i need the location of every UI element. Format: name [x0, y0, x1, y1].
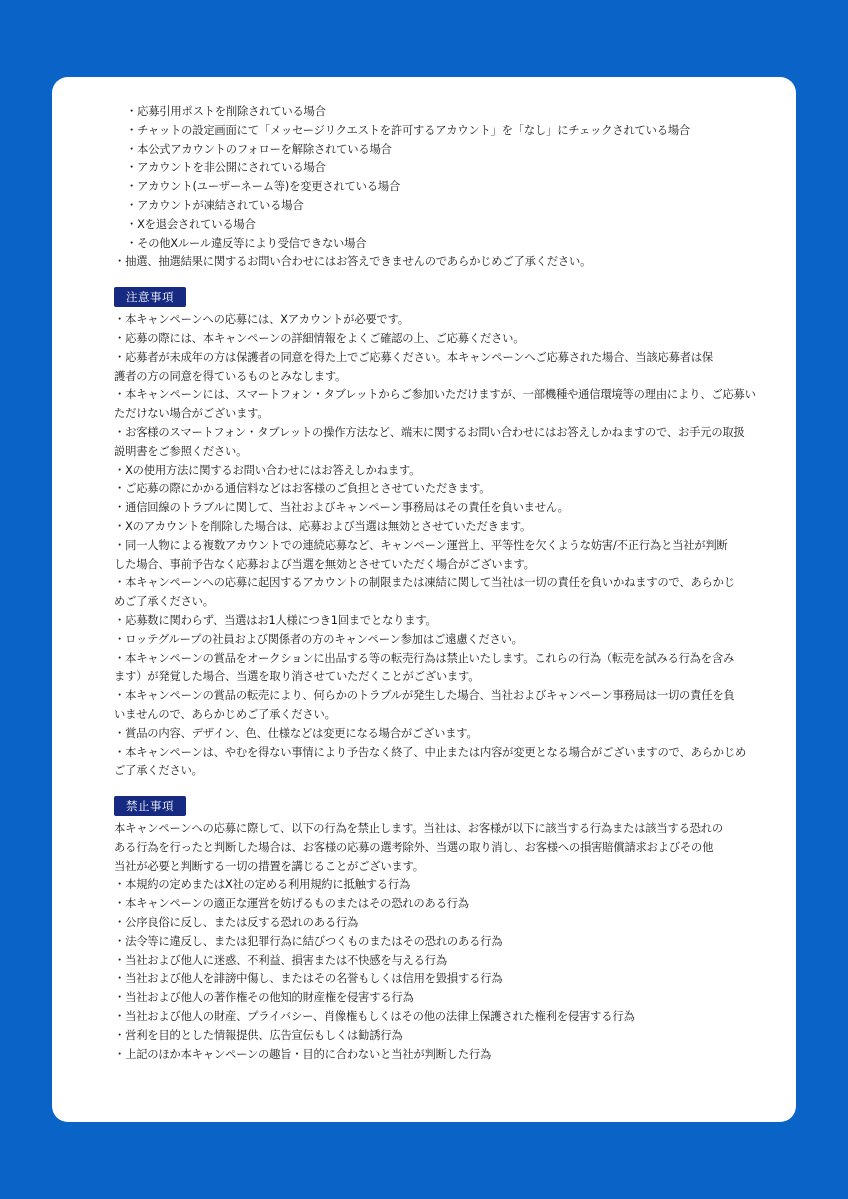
notes-line: ・応募数に関わらず、当選はお1人様につき1回までとなります。 — [114, 613, 437, 627]
prohibited-line: ・法令等に違反し、または犯罪行為に結びつくものまたはその恐れのある行為 — [114, 934, 503, 948]
content-card — [52, 77, 796, 1122]
notes-line: ・お客様のスマートフォン・タブレットの操作方法など、端末に関するお問い合わせにはお答えしかねますので、お手元の取扱 — [114, 425, 745, 439]
lottery-note: ・抽選、抽選結果に関するお問い合わせにはお答えできませんのであらかじめご了承ください。 — [114, 255, 592, 269]
sub-item: ・アカウント(ユーザーネーム等)を変更されている場合 — [126, 180, 401, 194]
sub-item: ・チャットの設定画面にて「メッセージリクエストを許可するアカウント」を「なし」にチェックされている場合 — [126, 123, 691, 137]
notes-line: ・Xのアカウントを削除した場合は、応募および当選は無効とさせていただきます。 — [114, 519, 532, 533]
notes-line: ・本キャンペーンの賞品をオークションに出品する等の転売行為は禁止いたします。これらの行為（転売を試みる行為を含み — [114, 651, 735, 665]
prohibited-line: ・本キャンペーンの適正な運営を妨げるものまたはその恐れのある行為 — [114, 897, 469, 911]
notes-line: 護者の方の同意を得ているものとみなします。 — [114, 369, 347, 383]
prohibited-line: ・当社および他人の著作権その他知的財産権を侵害する行為 — [114, 991, 414, 1005]
notes-line: ます）が発覚した場合、当選を取り消させていただくことがございます。 — [114, 670, 480, 684]
notes-line: ・本キャンペーンには、スマートフォン・タブレットからご参加いただけますが、一部機種や通信環境等の理由により、ご応募い — [114, 388, 756, 402]
notes-line: ・通信回線のトラブルに関して、当社およびキャンペーン事務局はその責任を負いません。 — [114, 501, 569, 515]
notes-line: ・ご応募の際にかかる通信料などはお客様のご負担とさせていただきます。 — [114, 482, 491, 496]
notes-line: ・同一人物による複数アカウントでの連続応募など、キャンペーン運営上、平等性を欠くような妨害/不正行為と当社が判断 — [114, 538, 728, 552]
notes-line: ・本キャンペーンへの応募には、Xアカウントが必要です。 — [114, 313, 409, 327]
notes-line: ・ロッテグループの社員および関係者の方のキャンペーン参加はご遠慮ください。 — [114, 632, 523, 646]
prohibited-line: ・公序良俗に反し、または反する恐れのある行為 — [114, 916, 359, 930]
notes-line: 説明書をご参照ください。 — [114, 444, 248, 458]
notes-line: ・賞品の内容、デザイン、色、仕様などは変更になる場合がございます。 — [114, 726, 478, 740]
sub-item: ・応募引用ポストを削除されている場合 — [126, 105, 326, 118]
notes-line: ・本キャンペーンへの応募に起因するアカウントの制限または凍結に関して当社は一切の責任を負いかねますので、あらかじ — [114, 576, 735, 590]
sub-item: ・本公式アカウントのフォローを解除されている場合 — [126, 142, 392, 156]
sub-item: ・アカウントを非公開にされている場合 — [126, 161, 326, 175]
prohibited-line: 当社が必要と判断する一切の措置を講じることがございます。 — [114, 859, 424, 873]
sub-item: ・アカウントが凍結されている場合 — [126, 198, 304, 212]
prohibited-line: 本キャンペーンへの応募に際して、以下の行為を禁止します。当社は、お客様が以下に該当する行為または該当する恐れの — [114, 822, 723, 836]
notes-line: ・応募者が未成年の方は保護者の同意を得た上でご応募ください。本キャンペーンへご応募された場合、当該応募者は保 — [114, 350, 714, 364]
top-block — [114, 103, 756, 272]
notes-line: した場合、事前予告なく応募および当選を無効とさせていただく場合がございます。 — [114, 557, 535, 571]
prohibited-line: ・本規約の定めまたはX社の定める利用規約に抵触する行為 — [114, 878, 411, 892]
prohibited-line: ・当社および他人の財産、プライバシー、肖像権もしくはその他の法律上保護された権利を侵害する行為 — [114, 1010, 635, 1024]
prohibited-line: ある行為を行ったと判断した場合は、お客様の応募の選考除外、当選の取り消し、お客様への損害賠償請求およびその他 — [114, 840, 714, 854]
notes-heading: 注意事項 — [114, 287, 186, 307]
notes-line: ・応募の際には、本キャンペーンの詳細情報をよくご確認の上、ご応募ください。 — [114, 331, 525, 345]
sub-item: ・その他Xルール違反等により受信できない場合 — [126, 236, 367, 250]
notes-line: いませんので、あらかじめご了承ください。 — [114, 707, 336, 721]
notes-section — [114, 286, 756, 781]
notes-line: ・本キャンペーンの賞品の転売により、何らかのトラブルが発生した場合、当社およびキャンペーン事務局は一切の責任を負 — [114, 689, 735, 703]
notes-line: めご了承ください。 — [114, 595, 214, 609]
prohibited-line: ・営利を目的とした情報提供、広告宣伝もしくは勧誘行為 — [114, 1028, 403, 1042]
sub-item: ・Xを退会されている場合 — [126, 217, 256, 231]
notes-line: ご了承ください。 — [114, 764, 203, 778]
notes-line: ・本キャンペーンは、やむを得ない事情により予告なく終了、中止または内容が変更となる場合がございますので、あらかじめ — [114, 745, 747, 759]
notes-line: ・Xの使用方法に関するお問い合わせにはお答えしかねます。 — [114, 463, 421, 477]
prohibited-line: ・上記のほか本キャンペーンの趣旨・目的に合わないと当社が判断した行為 — [114, 1047, 492, 1061]
prohibited-section — [114, 795, 756, 1064]
prohibited-line: ・当社および他人に迷惑、不利益、損害または不快感を与える行為 — [114, 953, 447, 967]
notes-line: ただけない場合がございます。 — [114, 407, 269, 421]
prohibited-heading: 禁止事項 — [114, 796, 186, 816]
prohibited-line: ・当社および他人を誹謗中傷し、またはその名誉もしくは信用を毀損する行為 — [114, 972, 503, 986]
